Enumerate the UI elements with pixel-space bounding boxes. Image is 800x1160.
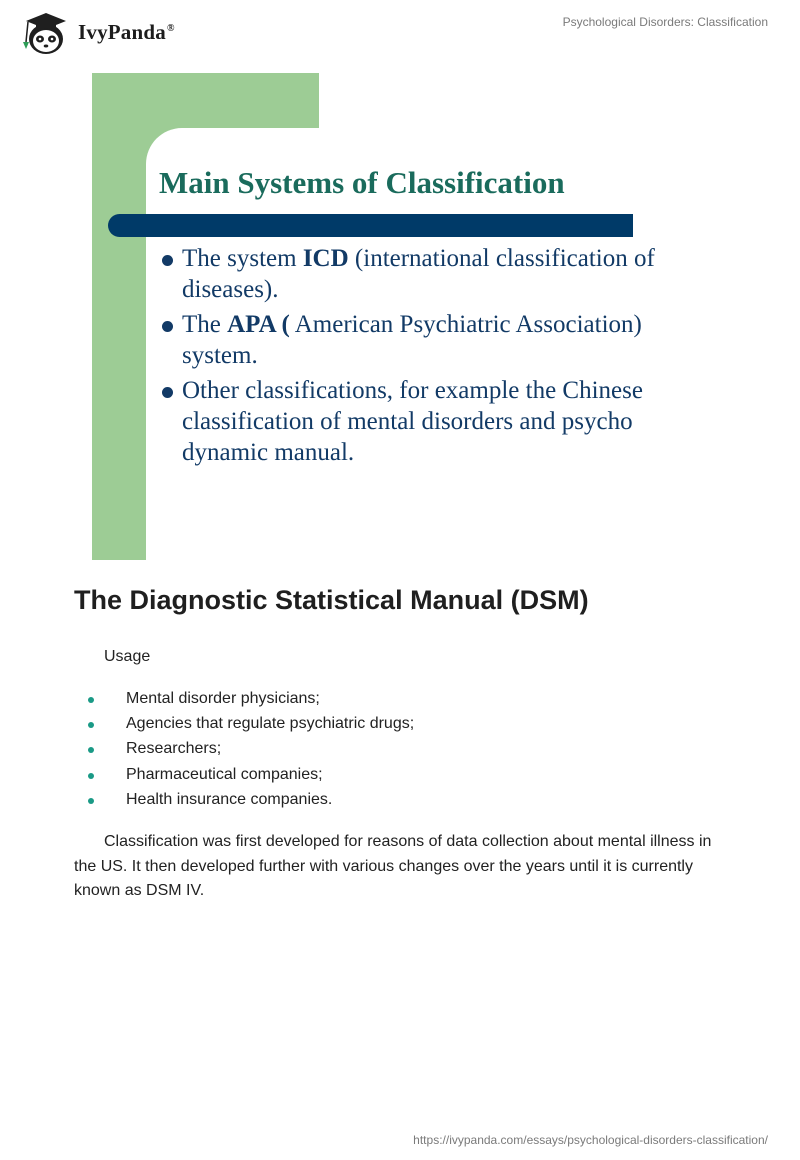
list-item: Agencies that regulate psychiatric drugs; [88,714,414,739]
bullet-icon [88,697,94,703]
bullet-icon [88,773,94,779]
slide-bullet: Other classifications, for example the Chinese classification of mental disorders and psycho dynamic manual. [160,375,660,468]
list-item: Health insurance companies. [88,790,414,815]
document-title: Psychological Disorders: Classification [562,15,768,29]
bullet-icon [88,722,94,728]
panda-graduate-icon [14,8,74,56]
slide-bullet: The APA ( American Psychiatric Association) system. [160,309,660,371]
bullet-dot-icon [162,387,173,398]
slide-title-underline [108,214,633,237]
list-item: Researchers; [88,739,414,764]
slide-image [92,73,655,561]
section-heading: The Diagnostic Statistical Manual (DSM) [74,585,589,615]
body-paragraph: Classification was first developed for reasons of data collection about mental illness in the US. It then developed further with various changes over the years until it is currently known as DSM IV. [74,833,712,899]
slide-bullet: The system ICD (international classification of diseases). [160,243,660,305]
bullet-icon [88,798,94,804]
slide-title: Main Systems of Classification [159,165,565,200]
list-item: Mental disorder physicians; [88,689,414,714]
slide-bullet-list [160,243,660,472]
ivypanda-logo[interactable] [14,8,175,56]
bullet-icon [88,747,94,753]
usage-label: Usage [104,648,151,665]
source-url[interactable]: https://ivypanda.com/essays/psychological-disorders-classification/ [413,1133,768,1147]
bullet-dot-icon [162,321,173,332]
brand-name: IvyPanda® [78,19,175,44]
bullet-dot-icon [162,255,173,266]
list-item: Pharmaceutical companies; [88,765,414,790]
usage-list [88,689,414,815]
